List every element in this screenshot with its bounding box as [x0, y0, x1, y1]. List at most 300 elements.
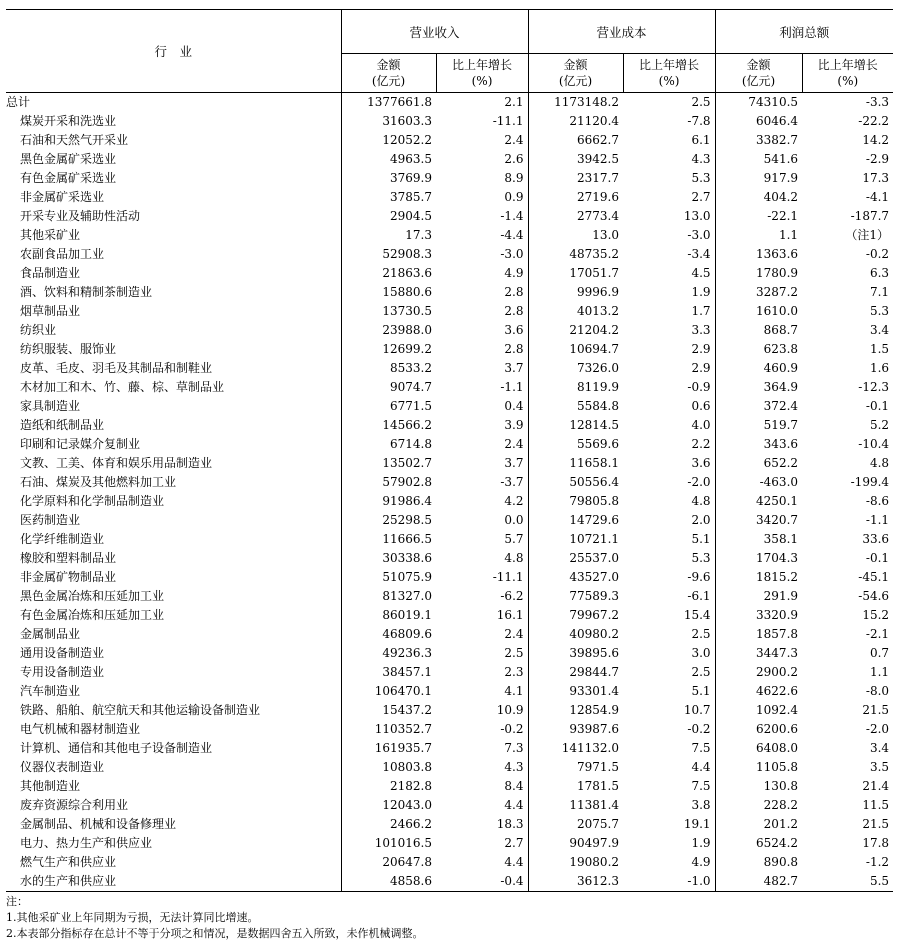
revenue-amount-header: 金额 (亿元): [341, 54, 436, 93]
table-row: [6, 321, 893, 340]
cost-growth-cell: -3.0: [687, 228, 711, 242]
revenue-growth-cell: 4.4: [504, 798, 524, 812]
cost-amount-cell: 79805.8: [528, 492, 623, 511]
revenue-growth-cell: 2.5: [504, 646, 524, 660]
revenue-amount-cell: 15437.2: [341, 701, 436, 720]
cost-growth-cell: 0.6: [691, 399, 711, 413]
revenue-amount-cell: 101016.5: [341, 834, 436, 853]
revenue-growth-cell: -3.7: [500, 475, 524, 489]
table-row: [6, 549, 893, 568]
revenue-amount-cell: 2904.5: [341, 207, 436, 226]
cost-growth-cell: 2.9: [691, 342, 711, 356]
profit-growth-cell: -199.4: [850, 475, 890, 489]
revenue-growth-cell: 4.1: [504, 684, 524, 698]
revenue-amount-cell: 12052.2: [341, 131, 436, 150]
revenue-growth-cell: 2.8: [504, 285, 524, 299]
revenue-amount-cell: 4858.6: [341, 872, 436, 892]
table-row: [6, 853, 893, 872]
cost-growth-cell: 3.6: [691, 456, 711, 470]
profit-amount-cell: 228.2: [715, 796, 802, 815]
profit-amount-cell: 482.7: [715, 872, 802, 892]
revenue-amount-cell: 31603.3: [341, 112, 436, 131]
cost-growth-cell: -1.0: [623, 872, 715, 892]
table-row: [6, 283, 893, 302]
industry-name: 造纸和纸制品业: [20, 418, 105, 432]
table-row: [6, 663, 893, 682]
profit-growth-cell: 17.3: [862, 171, 890, 185]
profit-amount-cell: 291.9: [715, 587, 802, 606]
industry-name: 金属制品、机械和设备修理业: [20, 817, 177, 831]
revenue-growth-cell: 2.3: [504, 665, 524, 679]
industry-name: 水的生产和供应业: [6, 872, 341, 892]
cost-amount-cell: 3942.5: [528, 150, 623, 169]
industry-name: 通用设备制造业: [20, 646, 105, 660]
revenue-growth-cell: 3.7: [504, 456, 524, 470]
revenue-growth-cell: 0.4: [504, 399, 524, 413]
table-row: [6, 302, 893, 321]
revenue-amount-cell: 15880.6: [341, 283, 436, 302]
profit-amount-cell: 3320.9: [715, 606, 802, 625]
profit-amount-cell: 6408.0: [715, 739, 802, 758]
cost-amount-cell: 8119.9: [528, 378, 623, 397]
revenue-growth-cell: 0.9: [504, 190, 524, 204]
revenue-growth-cell: -4.4: [500, 228, 524, 242]
revenue-growth-cell: -11.1: [492, 570, 524, 584]
revenue-amount-cell: 46809.6: [341, 625, 436, 644]
cost-growth-cell: 3.3: [691, 323, 711, 337]
profit-growth-cell: 17.8: [862, 836, 890, 850]
profit-growth-cell: -0.2: [865, 247, 890, 261]
note-2: 2.本表部分指标存在总计不等于分项之和情况，是数据四舍五入所致，未作机械调整。: [6, 927, 424, 940]
profit-amount-cell: 74310.5: [715, 93, 802, 113]
revenue-amount-cell: 57902.8: [341, 473, 436, 492]
cost-amount-cell: 7326.0: [528, 359, 623, 378]
industry-name: 燃气生产和供应业: [20, 855, 117, 869]
table-row: [6, 473, 893, 492]
profit-growth-cell: -3.3: [865, 95, 890, 109]
cost-amount-cell: 10721.1: [528, 530, 623, 549]
cost-growth-cell: 15.4: [683, 608, 711, 622]
profit-amount-cell: 201.2: [715, 815, 802, 834]
profit-growth-cell: 5.5: [802, 872, 893, 892]
cost-amount-cell: 6662.7: [528, 131, 623, 150]
table-row: [6, 644, 893, 663]
industry-name: 烟草制品业: [20, 304, 81, 318]
cost-growth-cell: 2.2: [691, 437, 711, 451]
industry-name: 石油、煤炭及其他燃料加工业: [20, 475, 177, 489]
cost-growth-cell: -3.4: [687, 247, 711, 261]
revenue-amount-cell: 51075.9: [341, 568, 436, 587]
cost-growth-cell: 3.8: [691, 798, 711, 812]
table-row: [6, 131, 893, 150]
cost-growth-cell: 7.5: [691, 741, 711, 755]
revenue-growth-cell: 7.3: [504, 741, 524, 755]
table-row: [6, 340, 893, 359]
cost-growth-header: 比上年增长 (%): [623, 54, 715, 93]
revenue-growth-cell: 3.7: [504, 361, 524, 375]
revenue-growth-cell: 4.3: [504, 760, 524, 774]
table-row: [6, 511, 893, 530]
cost-growth-cell: -0.2: [687, 722, 711, 736]
industry-name: 纺织业: [20, 323, 57, 337]
revenue-growth-cell: -0.2: [500, 722, 524, 736]
profit-amount-cell: 3420.7: [715, 511, 802, 530]
profit-amount-cell: 6524.2: [715, 834, 802, 853]
profit-amount-cell: 364.9: [715, 378, 802, 397]
notes-heading: 注：: [6, 895, 28, 908]
profit-growth-cell: 5.2: [869, 418, 890, 432]
cost-amount-cell: 2075.7: [528, 815, 623, 834]
industry-name: 橡胶和塑料制品业: [20, 551, 117, 565]
cost-growth-cell: 1.7: [691, 304, 711, 318]
cost-amount-cell: 2719.6: [528, 188, 623, 207]
industry-name: 电气机械和器材制造业: [20, 722, 141, 736]
cost-amount-cell: 11658.1: [528, 454, 623, 473]
cost-amount-cell: 5584.8: [528, 397, 623, 416]
industry-name: 汽车制造业: [20, 684, 81, 698]
industry-name: 印刷和记录媒介复制业: [20, 437, 141, 451]
cost-growth-cell: -2.0: [687, 475, 711, 489]
profit-amount-cell: -463.0: [715, 473, 802, 492]
revenue-growth-cell: 4.9: [504, 266, 524, 280]
profit-growth-cell: 5.3: [869, 304, 890, 318]
table-row: [6, 397, 893, 416]
industry-name: 非金属矿采选业: [20, 190, 105, 204]
cost-amount-cell: 19080.2: [528, 853, 623, 872]
revenue-growth-cell: 8.4: [504, 779, 524, 793]
cost-growth-cell: 2.9: [691, 361, 711, 375]
cost-growth-cell: -0.9: [687, 380, 711, 394]
cost-amount-cell: 12814.5: [528, 416, 623, 435]
industry-name: 纺织服装、服饰业: [20, 342, 117, 356]
table-row: [6, 701, 893, 720]
table-notes: [6, 894, 893, 942]
table-row: [6, 207, 893, 226]
profit-growth-cell: -54.6: [858, 589, 890, 603]
cost-amount-cell: 2317.7: [528, 169, 623, 188]
revenue-growth-cell: 16.1: [496, 608, 524, 622]
table-row: [6, 188, 893, 207]
profit-amount-cell: 1610.0: [715, 302, 802, 321]
table-row: [6, 682, 893, 701]
revenue-amount-cell: 81327.0: [341, 587, 436, 606]
revenue-growth-cell: 4.8: [504, 551, 524, 565]
revenue-growth-cell: -1.4: [500, 209, 524, 223]
cost-amount-cell: 13.0: [528, 226, 623, 245]
cost-growth-cell: 4.3: [691, 152, 711, 166]
cost-growth-cell: 2.0: [691, 513, 711, 527]
revenue-amount-cell: 1377661.8: [341, 93, 436, 113]
cost-growth-cell: 10.7: [683, 703, 711, 717]
revenue-amount-cell: 14566.2: [341, 416, 436, 435]
cost-amount-cell: 48735.2: [528, 245, 623, 264]
revenue-amount-cell: 49236.3: [341, 644, 436, 663]
profit-growth-cell: -2.1: [865, 627, 890, 641]
revenue-amount-cell: 10803.8: [341, 758, 436, 777]
profit-amount-cell: 372.4: [715, 397, 802, 416]
profit-growth-cell: -22.2: [858, 114, 890, 128]
profit-amount-cell: 1780.9: [715, 264, 802, 283]
industry-name: 木材加工和木、竹、藤、棕、草制品业: [20, 380, 225, 394]
table-row: [6, 226, 893, 245]
revenue-amount-cell: 4963.5: [341, 150, 436, 169]
profit-growth-cell: 3.4: [869, 323, 890, 337]
revenue-amount-cell: 91986.4: [341, 492, 436, 511]
profit-growth-cell: 1.5: [869, 342, 890, 356]
table-row: [6, 625, 893, 644]
table-row: [6, 359, 893, 378]
profit-growth-cell: -2.9: [865, 152, 890, 166]
revenue-amount-cell: 2182.8: [341, 777, 436, 796]
revenue-amount-cell: 6771.5: [341, 397, 436, 416]
revenue-growth-cell: 2.4: [504, 437, 524, 451]
table-row: [6, 416, 893, 435]
profit-amount-cell: 3287.2: [715, 283, 802, 302]
revenue-amount-cell: 13502.7: [341, 454, 436, 473]
industry-name: 铁路、船舶、航空航天和其他运输设备制造业: [20, 703, 261, 717]
revenue-growth-cell: 3.6: [504, 323, 524, 337]
cost-amount-cell: 79967.2: [528, 606, 623, 625]
profit-growth-cell: 11.5: [862, 798, 890, 812]
revenue-growth-cell: 2.4: [504, 627, 524, 641]
profit-amount-cell: 2900.2: [715, 663, 802, 682]
table-row: [6, 587, 893, 606]
cost-growth-cell: 5.1: [691, 684, 711, 698]
profit-amount-cell: -22.1: [715, 207, 802, 226]
cost-amount-cell: 77589.3: [528, 587, 623, 606]
profit-amount-cell: 1105.8: [715, 758, 802, 777]
industry-name: 计算机、通信和其他电子设备制造业: [20, 741, 213, 755]
revenue-growth-cell: 10.9: [496, 703, 524, 717]
profit-growth-cell: 1.6: [869, 361, 890, 375]
cost-growth-cell: 5.3: [691, 171, 711, 185]
table-row: [6, 758, 893, 777]
profit-amount-cell: 3447.3: [715, 644, 802, 663]
profit-amount-cell: 404.2: [715, 188, 802, 207]
revenue-growth-header: 比上年增长 (%): [436, 54, 528, 93]
table-row: [6, 454, 893, 473]
cost-amount-cell: 11381.4: [528, 796, 623, 815]
revenue-growth-cell: 2.7: [504, 836, 524, 850]
revenue-amount-cell: 106470.1: [341, 682, 436, 701]
industry-name: 仪器仪表制造业: [20, 760, 105, 774]
revenue-amount-cell: 161935.7: [341, 739, 436, 758]
industry-name: 废弃资源综合利用业: [20, 798, 129, 812]
cost-amount-cell: 7971.5: [528, 758, 623, 777]
profit-growth-cell: -12.3: [858, 380, 890, 394]
revenue-growth-cell: 2.8: [504, 304, 524, 318]
revenue-amount-cell: 21863.6: [341, 264, 436, 283]
cost-amount-cell: 14729.6: [528, 511, 623, 530]
profit-growth-cell: 21.5: [862, 703, 890, 717]
note-1: 1.其他采矿业上年同期为亏损，无法计算同比增速。: [6, 911, 259, 924]
revenue-amount-cell: 12699.2: [341, 340, 436, 359]
profit-growth-cell: 1.1: [869, 665, 890, 679]
cost-amount-cell: 93987.6: [528, 720, 623, 739]
table-row: [6, 150, 893, 169]
table-row: [6, 169, 893, 188]
profit-growth-cell: -4.1: [865, 190, 890, 204]
profit-amount-cell: 868.7: [715, 321, 802, 340]
cost-growth-cell: -6.1: [687, 589, 711, 603]
profit-growth-cell: 3.5: [869, 760, 890, 774]
revenue-growth-cell: 4.2: [504, 494, 524, 508]
revenue-amount-cell: 13730.5: [341, 302, 436, 321]
revenue-amount-cell: 17.3: [341, 226, 436, 245]
cost-group-header: 营业成本: [528, 10, 715, 54]
table-row: [6, 93, 893, 113]
profit-growth-cell: -8.0: [865, 684, 890, 698]
revenue-growth-cell: -3.0: [500, 247, 524, 261]
cost-growth-cell: 2.5: [691, 665, 711, 679]
cost-amount-cell: 17051.7: [528, 264, 623, 283]
revenue-amount-cell: 30338.6: [341, 549, 436, 568]
profit-group-header: 利润总额: [715, 10, 893, 54]
profit-amount-cell: 890.8: [715, 853, 802, 872]
cost-amount-cell: 12854.9: [528, 701, 623, 720]
industry-name: 酒、饮料和精制茶制造业: [20, 285, 153, 299]
cost-growth-cell: 4.8: [691, 494, 711, 508]
cost-amount-cell: 90497.9: [528, 834, 623, 853]
profit-growth-cell: 7.1: [869, 285, 890, 299]
revenue-amount-cell: 2466.2: [341, 815, 436, 834]
cost-amount-cell: 21120.4: [528, 112, 623, 131]
industry-name: 家具制造业: [20, 399, 81, 413]
cost-growth-cell: 4.0: [691, 418, 711, 432]
revenue-growth-cell: -11.1: [492, 114, 524, 128]
cost-amount-cell: 10694.7: [528, 340, 623, 359]
profit-growth-cell: -0.1: [865, 399, 890, 413]
cost-amount-cell: 50556.4: [528, 473, 623, 492]
revenue-amount-cell: 8533.2: [341, 359, 436, 378]
revenue-growth-cell: 8.9: [504, 171, 524, 185]
profit-amount-cell: 358.1: [715, 530, 802, 549]
table-row: [6, 739, 893, 758]
revenue-amount-cell: 9074.7: [341, 378, 436, 397]
profit-amount-cell: 343.6: [715, 435, 802, 454]
profit-amount-cell: 1857.8: [715, 625, 802, 644]
cost-growth-cell: 4.4: [691, 760, 711, 774]
industry-name: 皮革、毛皮、羽毛及其制品和制鞋业: [20, 361, 213, 375]
cost-amount-cell: 1781.5: [528, 777, 623, 796]
revenue-group-header: 营业收入: [341, 10, 528, 54]
profit-growth-cell: 6.3: [869, 266, 890, 280]
profit-amount-cell: 6200.6: [715, 720, 802, 739]
cost-amount-cell: 2773.4: [528, 207, 623, 226]
revenue-amount-cell: 52908.3: [341, 245, 436, 264]
revenue-amount-cell: 25298.5: [341, 511, 436, 530]
industry-name: 有色金属冶炼和压延加工业: [20, 608, 165, 622]
industry-header: 行 业: [6, 10, 341, 93]
cost-amount-cell: 141132.0: [528, 739, 623, 758]
profit-growth-cell: 21.4: [862, 779, 890, 793]
cost-amount-cell: 9996.9: [528, 283, 623, 302]
profit-amount-header: 金额 (亿元): [715, 54, 802, 93]
profit-growth-cell: -0.1: [865, 551, 890, 565]
table-row: [6, 264, 893, 283]
cost-growth-cell: 7.5: [691, 779, 711, 793]
profit-amount-cell: 1092.4: [715, 701, 802, 720]
profit-amount-cell: 3382.7: [715, 131, 802, 150]
revenue-growth-cell: -0.4: [436, 872, 528, 892]
industry-finance-table: [6, 9, 893, 892]
revenue-growth-cell: 2.4: [504, 133, 524, 147]
industry-name: 化学纤维制造业: [20, 532, 105, 546]
profit-growth-cell: 33.6: [862, 532, 890, 546]
profit-growth-cell: 0.7: [869, 646, 890, 660]
table-row: [6, 720, 893, 739]
cost-growth-cell: 6.1: [691, 133, 711, 147]
industry-name: 有色金属矿采选业: [20, 171, 117, 185]
industry-finance-table-container: [6, 9, 893, 942]
cost-growth-cell: 19.1: [683, 817, 711, 831]
cost-growth-cell: 5.3: [691, 551, 711, 565]
revenue-growth-cell: 2.1: [504, 95, 524, 109]
cost-amount-cell: 4013.2: [528, 302, 623, 321]
revenue-amount-cell: 23988.0: [341, 321, 436, 340]
table-row: [6, 834, 893, 853]
profit-growth-cell: -1.2: [865, 855, 890, 869]
cost-amount-cell: 1173148.2: [528, 93, 623, 113]
industry-name: 文教、工美、体育和娱乐用品制造业: [20, 456, 213, 470]
profit-growth-cell: -187.7: [850, 209, 890, 223]
profit-growth-cell: 21.5: [862, 817, 890, 831]
cost-amount-cell: 25537.0: [528, 549, 623, 568]
profit-growth-cell: （注1）: [845, 228, 890, 242]
profit-amount-cell: 6046.4: [715, 112, 802, 131]
profit-amount-cell: 4250.1: [715, 492, 802, 511]
cost-amount-cell: 29844.7: [528, 663, 623, 682]
table-row: [6, 606, 893, 625]
industry-name: 石油和天然气开采业: [20, 133, 129, 147]
profit-growth-header: 比上年增长 (%): [802, 54, 893, 93]
profit-amount-cell: 541.6: [715, 150, 802, 169]
industry-name: 黑色金属冶炼和压延加工业: [20, 589, 165, 603]
table-row: [6, 378, 893, 397]
revenue-growth-cell: -6.2: [500, 589, 524, 603]
revenue-growth-cell: -1.1: [500, 380, 524, 394]
industry-name: 专用设备制造业: [20, 665, 105, 679]
cost-amount-header: 金额 (亿元): [528, 54, 623, 93]
table-row: [6, 777, 893, 796]
table-row: [6, 530, 893, 549]
cost-growth-cell: 3.0: [691, 646, 711, 660]
cost-growth-cell: 2.7: [691, 190, 711, 204]
profit-growth-cell: -1.1: [865, 513, 890, 527]
profit-growth-cell: -45.1: [858, 570, 890, 584]
cost-amount-cell: 3612.3: [528, 872, 623, 892]
profit-amount-cell: 623.8: [715, 340, 802, 359]
cost-growth-cell: 2.5: [691, 627, 711, 641]
cost-growth-cell: 2.5: [691, 95, 711, 109]
profit-amount-cell: 1704.3: [715, 549, 802, 568]
industry-name: 总计: [6, 95, 31, 109]
profit-amount-cell: 130.8: [715, 777, 802, 796]
revenue-amount-cell: 6714.8: [341, 435, 436, 454]
revenue-amount-cell: 86019.1: [341, 606, 436, 625]
cost-amount-cell: 40980.2: [528, 625, 623, 644]
cost-growth-cell: 4.9: [691, 855, 711, 869]
revenue-growth-cell: 2.6: [504, 152, 524, 166]
table-row: [6, 435, 893, 454]
table-row: [6, 112, 893, 131]
cost-amount-cell: 5569.6: [528, 435, 623, 454]
profit-amount-cell: 1363.6: [715, 245, 802, 264]
revenue-growth-cell: 4.4: [504, 855, 524, 869]
industry-name: 金属制品业: [20, 627, 81, 641]
industry-name: 电力、热力生产和供应业: [20, 836, 153, 850]
revenue-amount-cell: 12043.0: [341, 796, 436, 815]
